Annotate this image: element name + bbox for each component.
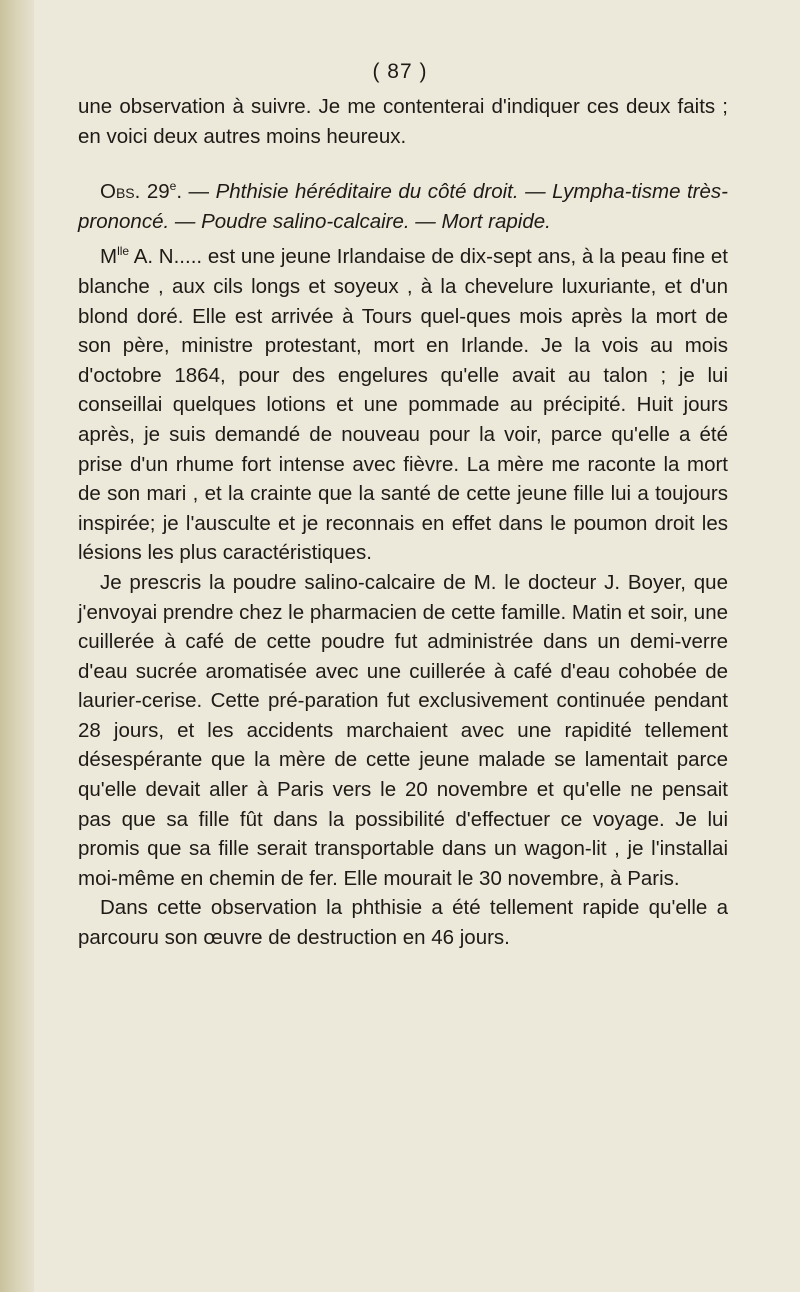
page-binding-edge xyxy=(0,0,34,1292)
case-paragraph-3: Dans cette observation la phthisie a été tellement rapide qu'elle a parcouru son œuvre de destruction en 46 jours. xyxy=(78,896,728,950)
observation-label: Obs. 29 xyxy=(100,180,170,204)
honorific: M xyxy=(100,245,118,269)
intro-paragraph: une observation à suivre. Je me contenterai d'indiquer ces deux faits ; en voici deux autres moins heureux. xyxy=(78,95,728,148)
case-paragraph-2: Je prescris la poudre salino-calcaire de M. le docteur J. Boyer, que j'envoyai prendre chez le pharmacien de cette famille. Matin et soir, une cuillerée à café de cette poudre fut administrée dans un demi-verre d'eau sucrée aromatisée avec une cuillerée à café d'eau cohobée de laurier-cerise. Cette pré-paration fut exclusivement continuée pendant 28 jours, et les accidents marchaient avec une rapidité tellement désespérante que la mère de cette jeune malade se lamentait parce qu'elle devait aller à Paris vers le 20 novembre et qu'elle ne pensait pas que sa fille fût dans la possibilité d'effectuer ce voyage. Je lui promis que sa fille serait transportable dans un wagon-lit , je l'installai moi-même en chemin de fer. Elle mourait le 30 novembre, à Paris. xyxy=(78,570,729,890)
observation-title: Phthisie héréditaire du côté droit. — Lympha-tisme très-prononcé. — Poudre salino-calcaire. — Mort rapide. xyxy=(78,180,728,233)
case-paragraph-1 xyxy=(78,242,728,568)
observation-separator: . — xyxy=(176,180,210,204)
observation-label-superscript: e xyxy=(169,179,177,194)
page-number: ( 87 ) xyxy=(372,60,428,83)
observation-heading xyxy=(78,177,728,236)
case-paragraph-1-text: A. N..... est une jeune Irlandaise de dix-sept ans, à la peau fine et blanche , aux cils longs et soyeux , à la chevelure luxuriante, et d'un blond doré. Elle est arrivée à Tours quel-ques mois après la mort de son père, ministre protestant, mort en Irlande. Je la vois au mois d'octobre 1864, pour des engelures qu'elle avait au talon ; je lui conseillai quelques lotions et une pommade au précipité. Huit jours après, je suis demandé de nouveau pour la voir, parce qu'elle a été prise d'un rhume fort intense avec fièvre. La mère me raconte la mort de son mari , et la crainte que la santé de cette jeune fille lui a toujours inspirée; je l'ausculte et je reconnais en effet dans le poumon droit les lésions les plus caractéristiques. xyxy=(78,245,728,565)
main-text xyxy=(78,92,728,953)
honorific-superscript: lle xyxy=(117,244,130,259)
